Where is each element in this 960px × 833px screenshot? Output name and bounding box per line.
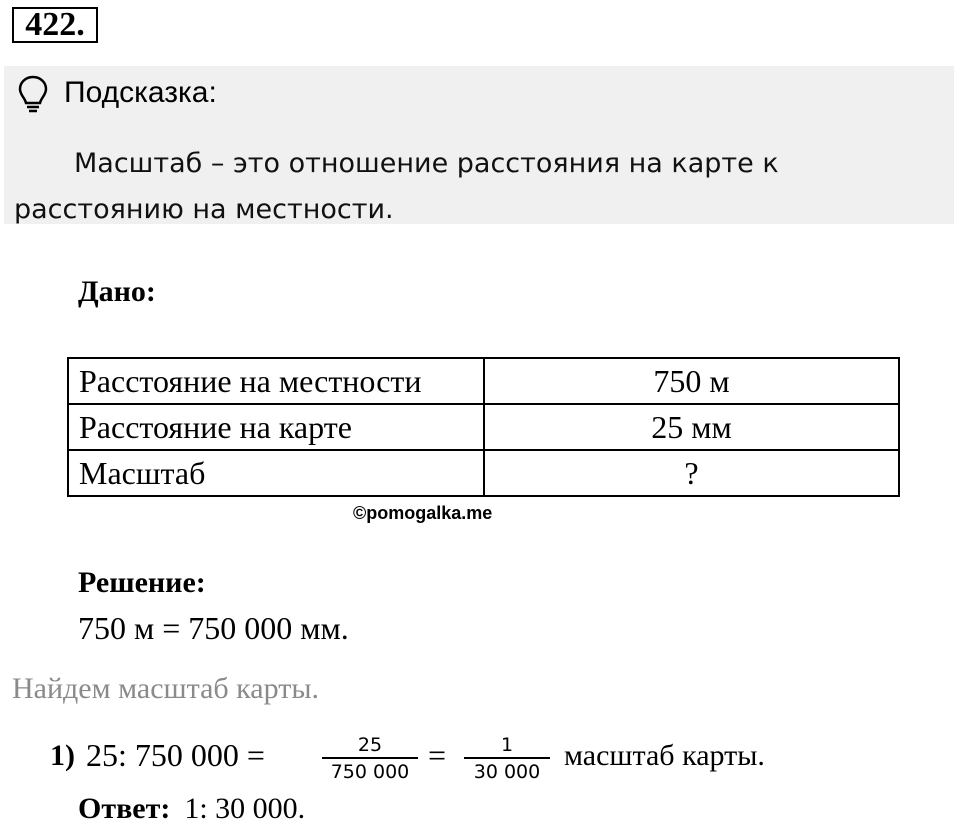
solution-label: Решение: [78,566,206,599]
given-label: Дано: [78,275,156,308]
find-scale-text: Найдем масштаб карты. [12,672,319,705]
answer-label: Ответ: [78,792,171,825]
fraction-numerator: 1 [500,734,514,756]
fraction-25-750000 [322,733,418,785]
given-table [67,357,900,497]
unit-conversion: 750 м = 750 000 мм. [78,610,349,646]
given-label-cell: Масштаб [68,450,484,496]
copyright-watermark: ©pomogalka.me [353,503,493,523]
step-expression: 25: 750 000 = [86,737,265,773]
given-value-cell: 750 м [484,358,899,404]
task-number: 422. [12,7,98,43]
fraction-1-30000 [464,733,550,785]
hint-text: Масштаб – это отношение расстояния на карте к расстоянию на местности. [14,148,779,225]
step-number: 1) [50,739,75,772]
solution-step-1 [50,735,930,795]
given-value-cell: ? [484,450,899,496]
step-tail-text: масштаб карты. [564,739,765,772]
table-row [68,404,899,450]
given-value-cell: 25 мм [484,404,899,450]
equals-sign: = [428,737,447,773]
fraction-numerator: 25 [357,734,383,756]
given-label-cell: Расстояние на местности [68,358,484,404]
answer-value: 1: 30 000. [184,792,306,825]
fraction-denominator: 30 000 [473,761,541,783]
answer-line [78,790,305,828]
table-row [68,358,899,404]
fraction-denominator: 750 000 [330,761,410,783]
lightbulb-icon [16,74,50,114]
given-label-cell: Расстояние на карте [68,404,484,450]
hint-title: Подсказка: [64,76,217,109]
table-row [68,450,899,496]
